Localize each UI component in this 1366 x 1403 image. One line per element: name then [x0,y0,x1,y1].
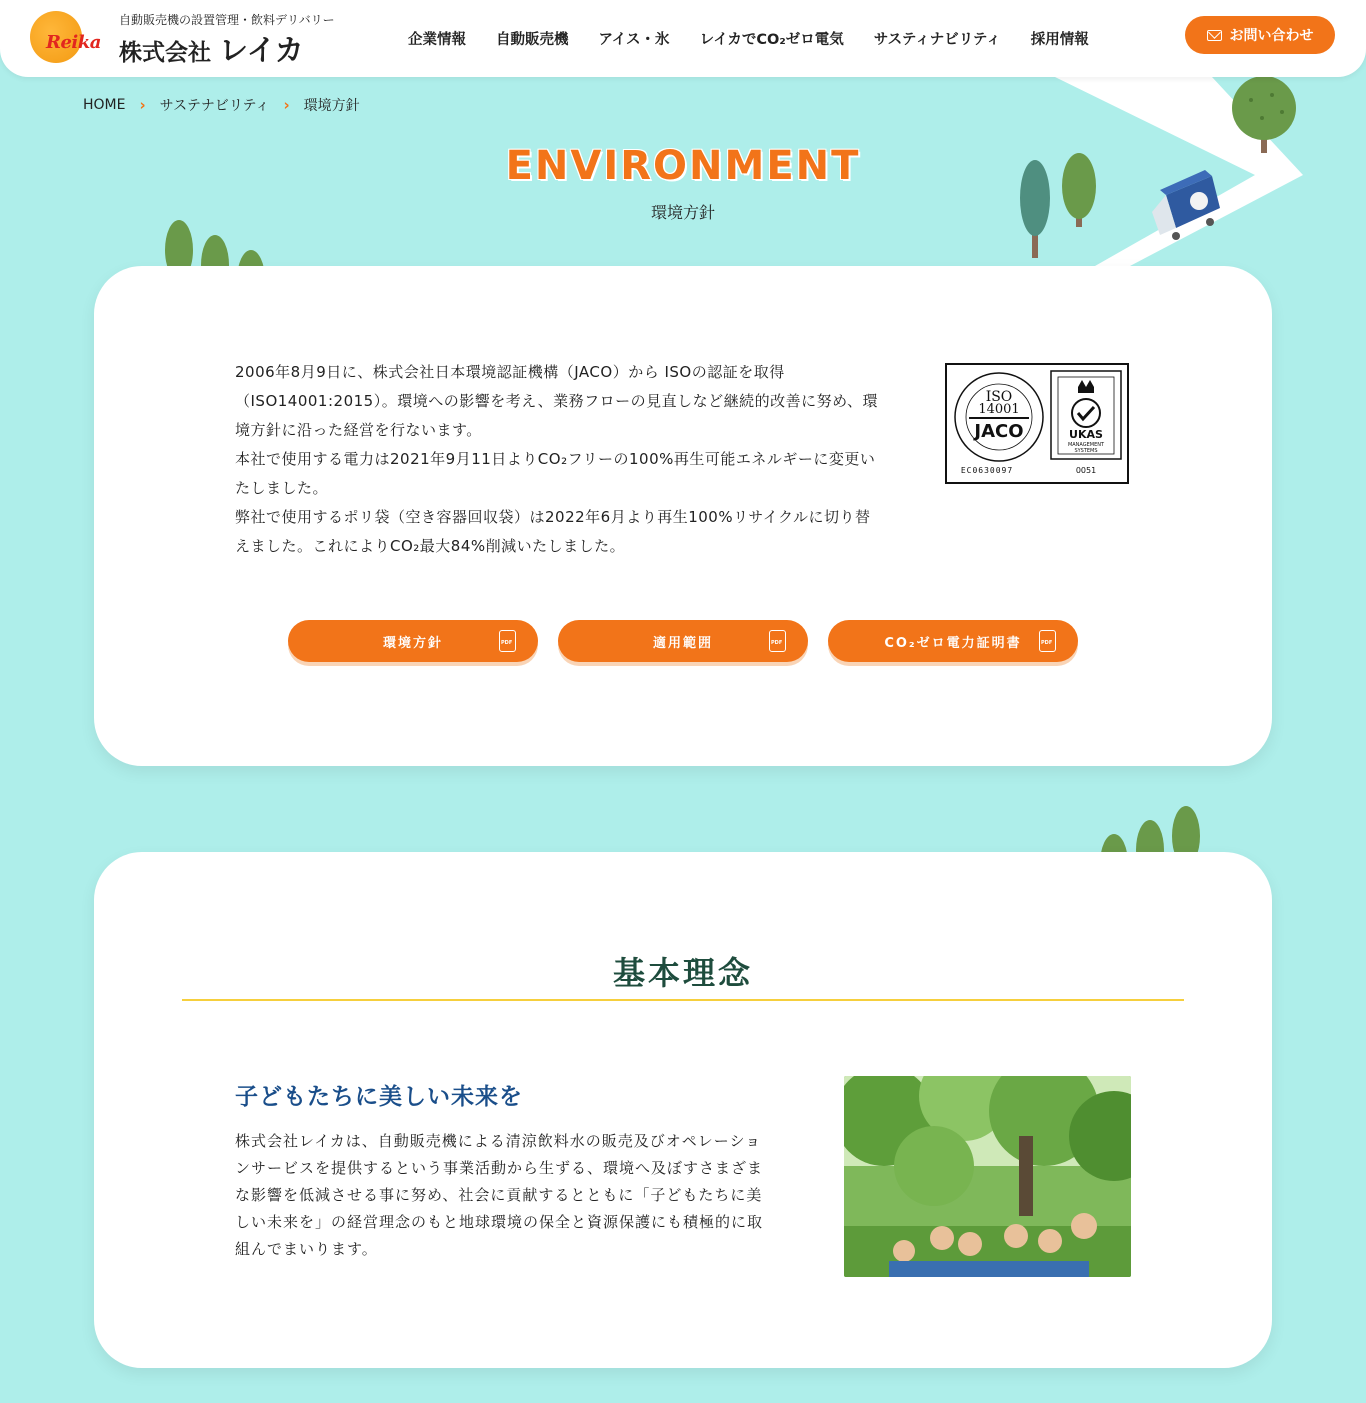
site-header [0,0,1366,77]
co2-zero-certificate-pdf-button[interactable] [828,620,1078,662]
intro-paragraph: 2006年8月9日に、株式会社日本環境認証機構（JACO）から ISOの認証を取得（ISO14001:2015）。環境への影響を考え、業務フローの見直しなど継続的改善に努め、環境方針に沿った経営を行ないます。 [235,363,879,439]
section-divider [182,999,1184,1001]
chevron-right-icon: › [139,96,146,114]
philosophy-text: 株式会社レイカは、自動販売機による清涼飲料水の販売及びオペレーションサービスを提供するという事業活動から生ずる、環境へ及ぼすさまざまな影響を低減させる事に努め、社会に貢献するとともに「子どもたちに美しい未来を」の経営理念のもと地球環境の保全と資源保護にも積極的に取組んでまいります。 [235,1132,764,1258]
contact-button[interactable] [1185,16,1335,54]
company-name: レイカ [219,33,304,67]
tree-icon [1232,76,1296,153]
page-title: ENVIRONMENT [505,143,861,189]
svg-text:0051: 0051 [1075,466,1097,475]
breadcrumb [83,95,360,115]
chevron-right-icon: › [283,96,290,114]
nav-item-co2-zero[interactable]: レイカでCO₂ゼロ電気 [699,32,844,48]
iso-jaco-ukas-logo [947,365,1127,482]
breadcrumb-current: 環境方針 [303,98,360,114]
philosophy-heading: 子どもたちに美しい未来を [235,1084,523,1110]
nav-item-company[interactable]: 企業情報 [408,32,466,48]
svg-text:14001: 14001 [978,402,1020,417]
pdf-button-label: CO₂ゼロ電力証明書 [884,635,1022,651]
svg-text:ISO: ISO [985,389,1013,405]
contact-label: お問い合わせ [1229,28,1314,44]
environment-policy-pdf-button[interactable] [288,620,538,662]
logo-tagline: 自動販売機の設置管理・飲料デリバリー [119,13,335,27]
nav-item-vending[interactable]: 自動販売機 [496,32,569,48]
pdf-button-label: 環境方針 [382,635,443,651]
pdf-file-icon [769,630,786,652]
logo-company-name [119,28,304,69]
breadcrumb-sustainability[interactable]: サステナビリティ [159,98,270,114]
svg-text:EC0630097: EC0630097 [960,466,1014,475]
intro-paragraph: 本社で使用する電力は2021年9月11日よりCO₂フリーの100%再生可能エネルギーに変更いたしました。 [235,450,876,497]
pdf-file-icon [1039,630,1056,652]
nav-item-ice[interactable]: アイス・氷 [598,32,670,48]
nav-item-recruit[interactable]: 採用情報 [1030,32,1089,48]
section-title: 基本理念 [612,954,753,992]
scope-pdf-button[interactable] [558,620,808,662]
children-in-park-photo [844,1076,1131,1277]
intro-card [94,266,1272,766]
svg-text:SYSTEMS: SYSTEMS [1074,448,1098,454]
breadcrumb-home[interactable]: HOME [83,97,126,113]
main-nav [408,28,1089,49]
company-prefix: 株式会社 [119,40,211,66]
intro-paragraph: 弊社で使用するポリ袋（空き容器回収袋）は2022年6月より再生100%リサイクルに切り替えました。これによりCO₂最大84%削減いたしました。 [235,508,871,555]
nav-item-sustainability[interactable]: サスティナビリティ [873,32,1001,48]
pdf-button-row [288,620,1078,662]
pdf-button-label: 適用範囲 [652,635,713,651]
iso-certification-mark [945,363,1129,484]
svg-text:JACO: JACO [974,421,1024,442]
logo[interactable] [0,0,360,77]
intro-text [235,358,885,561]
svg-text:UKAS: UKAS [1069,428,1103,441]
logo-wordmark: Reika [46,32,101,53]
page-subtitle: 環境方針 [650,203,715,222]
mail-icon [1207,30,1222,41]
pdf-file-icon [499,630,516,652]
svg-text:MANAGEMENT: MANAGEMENT [1067,442,1105,448]
philosophy-card [94,852,1272,1368]
